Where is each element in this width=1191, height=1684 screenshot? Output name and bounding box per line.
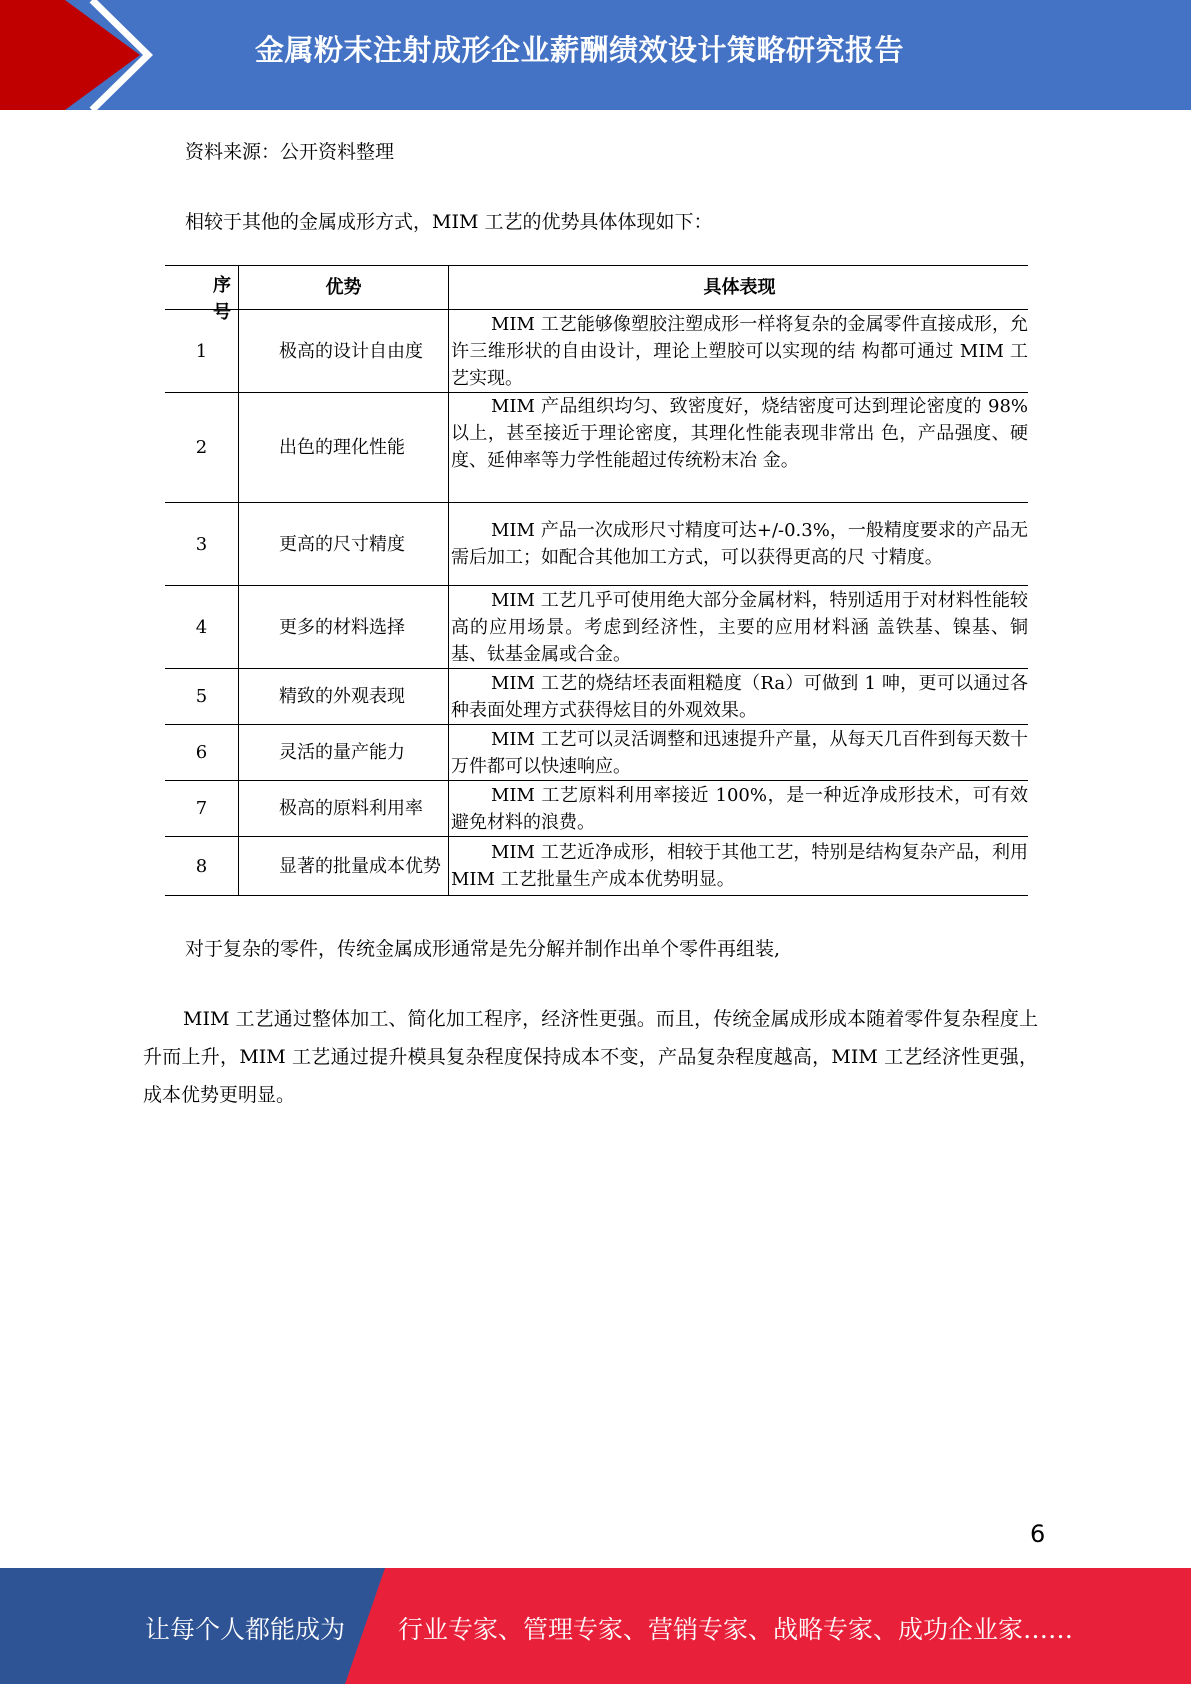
header-advantage: 优势: [239, 266, 449, 310]
table-row: [165, 503, 1028, 586]
row-detail: MIM 工艺的烧结坯表面粗糙度（Ra）可做到 1 呻，更可以通过各种表面处理方式获得炫目的外观效果。: [449, 669, 1029, 725]
row-number: 2: [165, 393, 239, 503]
row-detail: MIM 工艺可以灵活调整和迅速提升产量，从每天几百件到每天数十万件都可以快速响应。: [449, 725, 1029, 781]
table-row: [165, 310, 1028, 393]
page-number: 6: [1030, 1520, 1046, 1548]
row-number: 6: [165, 725, 239, 781]
row-advantage: 极高的原料利用率: [239, 781, 449, 837]
header-detail: 具体表现: [449, 266, 1029, 310]
footer-slogan-right: 行业专家、管理专家、营销专家、战略专家、成功企业家……: [398, 1615, 1074, 1644]
table-row: [165, 669, 1028, 725]
row-advantage: 极高的设计自由度: [239, 310, 449, 393]
row-advantage: 更高的尺寸精度: [239, 503, 449, 586]
row-number: 4: [165, 586, 239, 669]
paragraph-mim-economics: MIM 工艺通过整体加工、简化加工程序，经济性更强。而且，传统金属成形成本随着零件复杂程度上升而上升，MIM 工艺通过提升模具复杂程度保持成本不变，产品复杂程度越高，MIM 工艺经济性更强，成本优势更明显。: [143, 1008, 1038, 1106]
row-advantage: 更多的材料选择: [239, 586, 449, 669]
table-header-row: [165, 266, 1028, 310]
row-number: 1: [165, 310, 239, 393]
row-detail: MIM 工艺近净成形，相较于其他工艺，特别是结构复杂产品，利用 MIM 工艺批量生产成本优势明显。: [449, 837, 1029, 896]
table-row: [165, 725, 1028, 781]
page-header: [0, 0, 1191, 110]
table-row: [165, 837, 1028, 896]
intro-paragraph: 相较于其他的金属成形方式，MIM 工艺的优势具体体现如下：: [185, 211, 713, 233]
row-advantage: 精致的外观表现: [239, 669, 449, 725]
row-number: 7: [165, 781, 239, 837]
paragraph-complex-parts: 对于复杂的零件，传统金属成形通常是先分解并制作出单个零件再组装,: [185, 938, 781, 960]
header-no: 序号: [165, 266, 239, 310]
source-line: 资料来源：公开资料整理: [185, 141, 395, 163]
row-number: 3: [165, 503, 239, 586]
row-detail: MIM 工艺几乎可使用绝大部分金属材料，特别适用于对材料性能较高的应用场景。考虑到经济性，主要的应用材料涵 盖铁基、镍基、铜基、钛基金属或合金。: [449, 586, 1029, 669]
row-detail: MIM 产品组织均匀、致密度好，烧结密度可达到理论密度的 98%以上，甚至接近于理论密度，其理化性能表现非常出 色，产品强度、硬度、延伸率等力学性能超过传统粉末冶 金。: [449, 393, 1029, 503]
row-advantage: 出色的理化性能: [239, 393, 449, 503]
row-advantage: 显著的批量成本优势: [239, 837, 449, 896]
report-title: 金属粉末注射成形企业薪酬绩效设计策略研究报告: [255, 33, 905, 67]
row-detail: MIM 工艺原料利用率接近 100%，是一种近净成形技术，可有效避免材料的浪费。: [449, 781, 1029, 837]
row-detail: MIM 工艺能够像塑胶注塑成形一样将复杂的金属零件直接成形，允许三维形状的自由设计，理论上塑胶可以实现的结 构都可通过 MIM 工艺实现。: [449, 310, 1029, 393]
row-advantage: 灵活的量产能力: [239, 725, 449, 781]
table-row: [165, 781, 1028, 837]
row-number: 8: [165, 837, 239, 896]
row-number: 5: [165, 669, 239, 725]
footer-slogan-left: 让每个人都能成为: [145, 1615, 346, 1644]
table-row: [165, 586, 1028, 669]
table-row: [165, 393, 1028, 503]
advantages-table: [165, 265, 1028, 896]
page-footer: [0, 1568, 1191, 1684]
row-detail: MIM 产品一次成形尺寸精度可达+/-0.3%，一般精度要求的产品无需后加工；如配合其他加工方式，可以获得更高的尺 寸精度。: [449, 503, 1029, 586]
